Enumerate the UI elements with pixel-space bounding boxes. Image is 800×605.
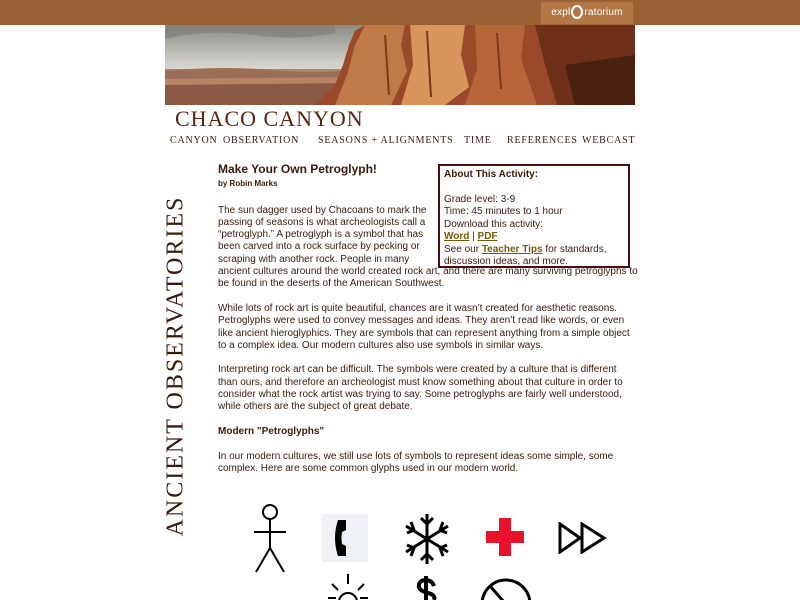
chaco-canyon-wordmark: CHACO CANYON: [175, 106, 364, 131]
canyon-banner-image: [165, 25, 635, 105]
red-cross-icon: [486, 518, 524, 561]
about-activity-box: [438, 164, 630, 268]
see-prefix: See our: [444, 243, 482, 255]
modern-petroglyphs-heading: Modern "Petroglyphs": [218, 425, 325, 437]
link-separator: |: [469, 231, 478, 242]
logo-text-right: ratorium: [584, 7, 623, 18]
sidebar-title-strip: [160, 150, 192, 582]
teacher-tips-link[interactable]: Teacher Tips: [481, 243, 543, 255]
nav-references[interactable]: REFERENCES: [507, 135, 578, 146]
sun-icon: [326, 572, 370, 605]
main-nav: [165, 135, 635, 149]
about-heading: About This Activity:: [444, 169, 539, 180]
time-estimate: Time: 45 minutes to 1 hour: [444, 206, 563, 217]
nav-webcast[interactable]: WEBCAST: [582, 135, 636, 146]
paragraph-modern: In our modern cultures, we still use lots of symbols to represent ideas some simple, some complex. Here are some common glyphs used in our modern world.: [218, 450, 614, 474]
snowflake-icon: [402, 512, 452, 571]
logo-ring-icon: [571, 5, 583, 19]
nav-seasons-alignments[interactable]: SEASONS + ALIGNMENTS: [318, 135, 454, 146]
teacher-tips-line: [444, 244, 624, 269]
page-title: Make Your Own Petroglyph!: [218, 162, 377, 176]
word-link[interactable]: Word: [444, 231, 470, 242]
nav-time[interactable]: TIME: [464, 135, 492, 146]
stick-figure-icon: [248, 502, 292, 579]
download-label: Download this activity:: [444, 218, 543, 230]
byline: by Robin Marks: [218, 179, 278, 189]
grade-level: Grade level: 3-9: [444, 193, 516, 205]
pdf-link[interactable]: PDF: [477, 231, 498, 242]
fast-forward-icon: [558, 522, 608, 559]
paragraph-interpreting: Interpreting rock art can be difficult. The symbols were created by a culture that is different than ours, and therefore an archeologist must know something about that culture in order to consider what the rock artist was trying to say. Some petroglyphs are fairly well understood, while others are the subject of great debate.: [218, 364, 623, 413]
nav-canyon[interactable]: CANYON: [170, 135, 218, 146]
logo-text-left: expl: [551, 7, 571, 18]
download-links: [444, 231, 624, 244]
paragraph-intro-continued: ancient cultures around the world created rock art, and there are many surviving petroglyphs to be found in the deserts of the American Southwest.: [218, 266, 638, 290]
top-bar: [0, 0, 800, 25]
paragraph-intro: The sun dagger used by Chacoans to mark the passing of seasons is what archeologists call a “petroglyph.” A petroglyph is a symbol that has been carved into a rock surface by pecking or scraping with another rock. People in many: [218, 204, 427, 265]
dollar-sign-icon: [410, 574, 442, 605]
sidebar-vertical-title: ANCIENT OBSERVATORIES: [162, 195, 189, 537]
paragraph-beauty: While lots of rock art is quite beautiful, chances are it wasn’t created for aesthetic reasons. Petroglyphs were used to convey messages and ideas. They aren’t read like words, or even like ancient hieroglyphics. They are symbols that can represent anything from a simple object to a complex idea. Our modern cultures also use symbols in similar ways.: [218, 302, 630, 351]
telephone-icon: [322, 514, 368, 567]
no-symbol-icon: [478, 578, 534, 605]
exploratorium-logo[interactable]: [541, 2, 633, 24]
nav-observation[interactable]: OBSERVATION: [223, 135, 300, 146]
see-suffix: for standards, discussion ideas, and more.: [444, 243, 607, 267]
